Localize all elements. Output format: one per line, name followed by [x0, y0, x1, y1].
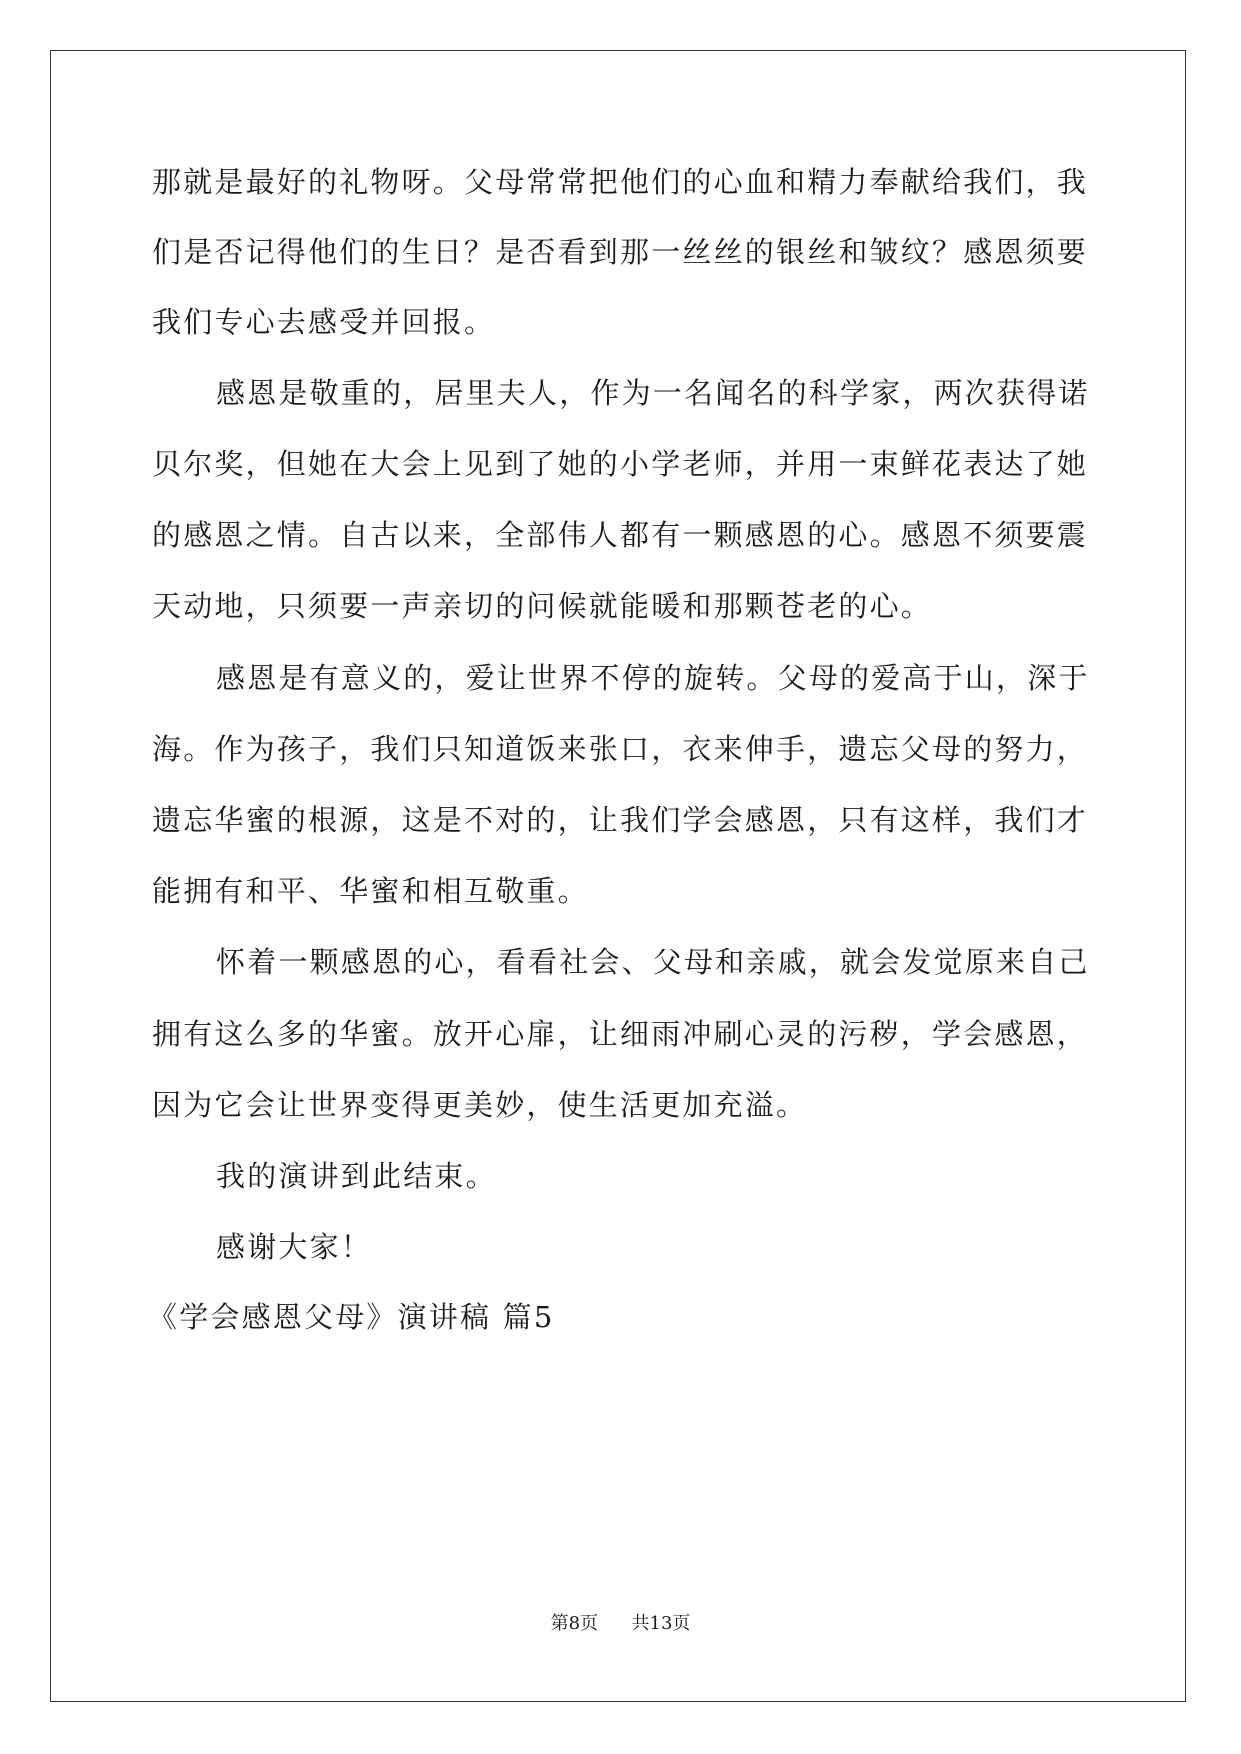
current-page-number: 第8页 [550, 1613, 599, 1634]
total-pages: 共13页 [631, 1613, 691, 1634]
body-line: 感恩是有意义的，爱让世界不停的旋转。父母的爱高于山，深于 [216, 661, 1090, 695]
page-footer [0, 1609, 1241, 1635]
body-line: 感谢大家！ [216, 1230, 373, 1264]
body-line: 那就是最好的礼物呀。父母常常把他们的心血和精力奉献给我们，我 [152, 165, 1089, 199]
body-line: 遗忘华蜜的根源，这是不对的，让我们学会感恩，只有这样，我们才 [152, 803, 1089, 837]
body-line: 贝尔奖，但她在大会上见到了她的小学老师，并用一束鲜花表达了她 [152, 447, 1089, 481]
body-line: 能拥有和平、华蜜和相互敬重。 [152, 874, 589, 908]
body-line: 因为它会让世界变得更美妙，使生活更加充溢。 [152, 1088, 808, 1122]
body-line: 们是否记得他们的生日？是否看到那一丝丝的银丝和皱纹？感恩须要 [152, 235, 1089, 269]
body-line: 怀着一颗感恩的心，看看社会、父母和亲戚，就会发觉原来自己 [216, 945, 1090, 979]
body-line: 海。作为孩子，我们只知道饭来张口，衣来伸手，遗忘父母的努力， [152, 732, 1089, 766]
section-heading: 《学会感恩父母》演讲稿 篇5 [148, 1300, 555, 1334]
body-line: 天动地，只须要一声亲切的问候就能暖和那颗苍老的心。 [152, 589, 933, 623]
body-line: 我的演讲到此结束。 [216, 1159, 497, 1193]
body-line: 感恩是敬重的，居里夫人，作为一名闻名的科学家，两次获得诺 [216, 376, 1090, 410]
body-line: 的感恩之情。自古以来，全部伟人都有一颗感恩的心。感恩不须要震 [152, 518, 1089, 552]
body-line: 我们专心去感受并回报。 [152, 305, 496, 339]
body-line: 拥有这么多的华蜜。放开心扉，让细雨冲刷心灵的污秽，学会感恩， [152, 1017, 1089, 1051]
